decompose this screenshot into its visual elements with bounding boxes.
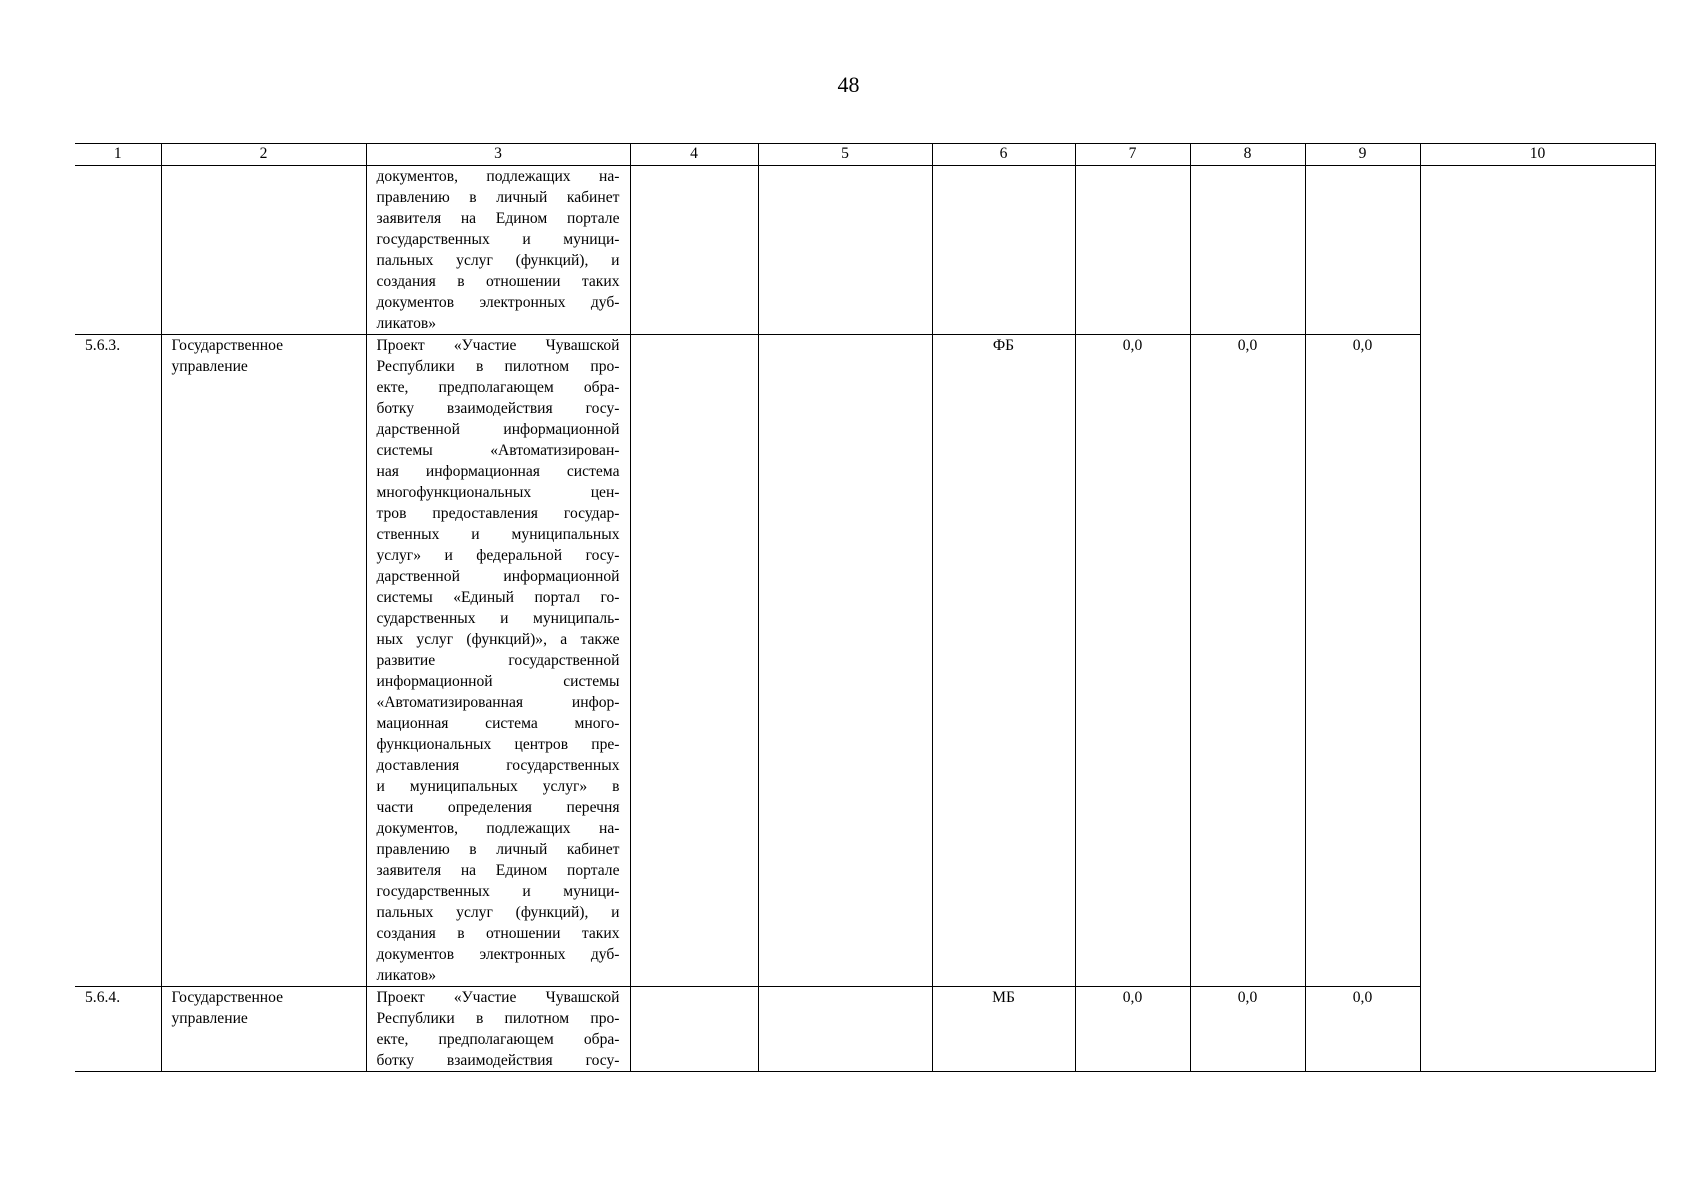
header-cell-1: 1 xyxy=(75,144,161,166)
cell-col5 xyxy=(758,987,932,1072)
cell-description xyxy=(366,987,630,1072)
cell-value-col7: 0,0 xyxy=(1075,987,1190,1072)
cell-value-col7: 0,0 xyxy=(1075,335,1190,987)
header-cell-9: 9 xyxy=(1305,144,1420,166)
cell-col7 xyxy=(1075,166,1190,335)
description-line: Республики в пилотном про- xyxy=(376,1010,620,1027)
description-line: заявителя на Едином портале xyxy=(376,862,620,879)
description-line: документов, подлежащих на- xyxy=(376,820,620,837)
cell-value-col8: 0,0 xyxy=(1190,987,1305,1072)
description-line: заявителя на Едином портале xyxy=(376,210,620,227)
header-cell-7: 7 xyxy=(1075,144,1190,166)
description-line: Проект «Участие Чувашской xyxy=(376,337,620,354)
sector-line: Государственное xyxy=(171,337,284,354)
description-line: многофункциональных цен- xyxy=(376,484,620,501)
description-line: документов электронных дуб- xyxy=(376,294,620,311)
cell-col4 xyxy=(630,987,758,1072)
description-line: мационная система много- xyxy=(376,715,620,732)
cell-number xyxy=(75,166,161,335)
description-line: доставления государственных xyxy=(376,757,620,774)
description-line: ственных и муниципальных xyxy=(376,526,620,543)
description-line: системы «Автоматизирован- xyxy=(376,442,620,459)
description-line: ликатов» xyxy=(376,967,437,984)
description-line: дарственной информационной xyxy=(376,568,620,585)
cell-sector xyxy=(161,987,366,1072)
description-line: ликатов» xyxy=(376,315,437,332)
description-line: части определения перечня xyxy=(376,799,620,816)
description-line: ная информационная система xyxy=(376,463,620,480)
header-cell-10: 10 xyxy=(1420,144,1655,166)
cell-col10-merged xyxy=(1420,166,1655,1072)
description-line: создания в отношении таких xyxy=(376,273,620,290)
description-line: Проект «Участие Чувашской xyxy=(376,989,620,1006)
sector-line: управление xyxy=(171,358,248,375)
cell-number: 5.6.3. xyxy=(75,335,161,987)
description-line: создания в отношении таких xyxy=(376,925,620,942)
description-line: тров предоставления государ- xyxy=(376,505,620,522)
cell-value-col9: 0,0 xyxy=(1305,335,1420,987)
cell-col4 xyxy=(630,335,758,987)
header-cell-6: 6 xyxy=(932,144,1075,166)
cell-col9 xyxy=(1305,166,1420,335)
header-cell-3: 3 xyxy=(366,144,630,166)
description-line: правлению в личный кабинет xyxy=(376,189,620,206)
description-line: системы «Единый портал го- xyxy=(376,589,620,606)
description-line: документов электронных дуб- xyxy=(376,946,620,963)
description-line: ботку взаимодействия госу- xyxy=(376,400,620,417)
table-row-5-6-4 xyxy=(75,987,1655,1072)
column-number-header-row xyxy=(75,144,1655,166)
description-line: «Автоматизированная инфор- xyxy=(376,694,620,711)
description-line: екте, предполагающем обра- xyxy=(376,1031,620,1048)
cell-number: 5.6.4. xyxy=(75,987,161,1072)
description-line: функциональных центров пре- xyxy=(376,736,620,753)
sector-line: управление xyxy=(171,1010,248,1027)
cell-col4 xyxy=(630,166,758,335)
description-line: и муниципальных услуг» в xyxy=(376,778,620,795)
description-line: ных услуг (функций)», а также xyxy=(376,631,620,648)
header-cell-4: 4 xyxy=(630,144,758,166)
description-line: услуг» и федеральной госу- xyxy=(376,547,620,564)
cell-sector xyxy=(161,335,366,987)
description-line: государственных и муници- xyxy=(376,231,620,248)
table-row-5-6-3 xyxy=(75,335,1655,987)
description-line: развитие государственной xyxy=(376,652,620,669)
description-line: Республики в пилотном про- xyxy=(376,358,620,375)
description-line: ботку взаимодействия госу- xyxy=(376,1052,620,1069)
cell-funding-source: МБ xyxy=(932,987,1075,1072)
cell-sector xyxy=(161,166,366,335)
description-line: государственных и муници- xyxy=(376,883,620,900)
description-line: пальных услуг (функций), и xyxy=(376,252,620,269)
page-number: 48 xyxy=(837,72,860,97)
header-cell-2: 2 xyxy=(161,144,366,166)
description-line: документов, подлежащих на- xyxy=(376,168,620,185)
table-row-continued xyxy=(75,166,1655,335)
cell-description xyxy=(366,166,630,335)
cell-description xyxy=(366,335,630,987)
header-cell-8: 8 xyxy=(1190,144,1305,166)
description-line: информационной системы xyxy=(376,673,620,690)
budget-table xyxy=(75,143,1656,1072)
description-line: правлению в личный кабинет xyxy=(376,841,620,858)
sector-line: Государственное xyxy=(171,989,284,1006)
cell-funding-source xyxy=(932,166,1075,335)
cell-col5 xyxy=(758,335,932,987)
description-line: пальных услуг (функций), и xyxy=(376,904,620,921)
cell-value-col8: 0,0 xyxy=(1190,335,1305,987)
description-line: екте, предполагающем обра- xyxy=(376,379,620,396)
cell-col8 xyxy=(1190,166,1305,335)
cell-col5 xyxy=(758,166,932,335)
header-cell-5: 5 xyxy=(758,144,932,166)
cell-funding-source: ФБ xyxy=(932,335,1075,987)
cell-value-col9: 0,0 xyxy=(1305,987,1420,1072)
description-line: сударственных и муниципаль- xyxy=(376,610,620,627)
description-line: дарственной информационной xyxy=(376,421,620,438)
